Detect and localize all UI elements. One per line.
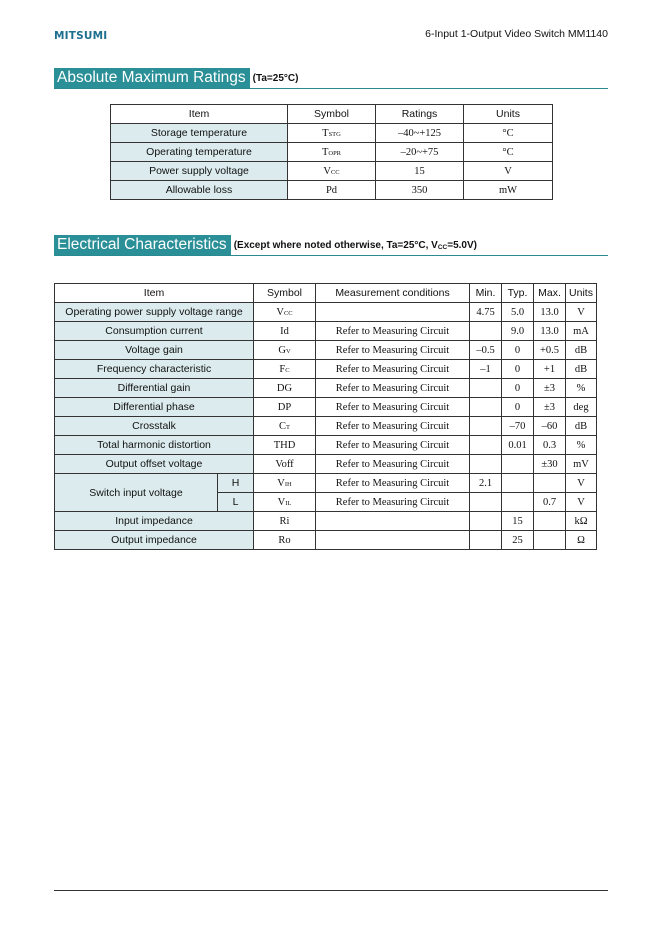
table-row: [55, 303, 597, 322]
table-row: [55, 474, 597, 493]
unit-cell: deg: [566, 398, 597, 417]
typ-cell: 0: [502, 360, 534, 379]
unit-cell: V: [566, 303, 597, 322]
symbol-cell: [254, 379, 316, 398]
symbol-subscript: V: [285, 347, 291, 355]
item-cell: Frequency characteristic: [55, 360, 254, 379]
elec-condition-pre: (Except where noted otherwise, Ta=25°C, V: [233, 240, 438, 251]
item-cell: Output impedance: [55, 531, 254, 550]
min-cell: [470, 398, 502, 417]
symbol-cell: [254, 341, 316, 360]
symbol-cell: [288, 143, 376, 162]
symbol-main: V: [277, 477, 285, 489]
item-cell: Input impedance: [55, 512, 254, 531]
table-row: [55, 322, 597, 341]
unit-cell: %: [566, 436, 597, 455]
symbol-subscript: CC: [330, 168, 340, 176]
col-header-item: Item: [111, 105, 288, 124]
symbol-main: DG: [276, 382, 293, 394]
elec-condition: [234, 235, 477, 256]
typ-cell: 0: [502, 341, 534, 360]
condition-cell: Refer to Measuring Circuit: [316, 360, 470, 379]
table-row: [55, 398, 597, 417]
abs-max-section-header: [54, 68, 608, 89]
item-cell: Storage temperature: [111, 124, 288, 143]
table-header-row: [55, 284, 597, 303]
max-cell: ±30: [534, 455, 566, 474]
table-row: [55, 341, 597, 360]
col-header-symbol: Symbol: [288, 105, 376, 124]
symbol-subscript: STG: [328, 130, 341, 138]
col-header-max: Max.: [534, 284, 566, 303]
item-cell: Differential gain: [55, 379, 254, 398]
symbol-cell: [288, 162, 376, 181]
symbol-main: C: [279, 420, 287, 432]
symbol-main: T: [321, 146, 329, 158]
col-header-typ: Typ.: [502, 284, 534, 303]
table-row: [111, 143, 553, 162]
min-cell: –0.5: [470, 341, 502, 360]
level-cell: L: [218, 493, 254, 512]
abs-max-title: Absolute Maximum Ratings: [54, 68, 250, 88]
item-cell: Voltage gain: [55, 341, 254, 360]
table-row: [55, 512, 597, 531]
item-cell: Operating power supply voltage range: [55, 303, 254, 322]
item-cell: Consumption current: [55, 322, 254, 341]
typ-cell: 0: [502, 398, 534, 417]
table-row: [55, 436, 597, 455]
table-row: [111, 124, 553, 143]
symbol-main: DP: [277, 401, 292, 413]
table-row: [55, 360, 597, 379]
symbol-cell: [254, 531, 316, 550]
symbol-main: T: [322, 127, 329, 139]
typ-cell: –70: [502, 417, 534, 436]
unit-cell: dB: [566, 360, 597, 379]
max-cell: –60: [534, 417, 566, 436]
unit-cell: dB: [566, 417, 597, 436]
symbol-subscript: IL: [285, 499, 292, 507]
max-cell: 0.7: [534, 493, 566, 512]
symbol-cell: [288, 181, 376, 200]
unit-cell: °C: [464, 124, 553, 143]
rating-cell: –20~+75: [376, 143, 464, 162]
symbol-main: F: [279, 363, 286, 375]
col-header-units: Units: [464, 105, 553, 124]
symbol-main: V: [276, 306, 284, 318]
item-cell: Total harmonic distortion: [55, 436, 254, 455]
item-cell: Output offset voltage: [55, 455, 254, 474]
table-row: [111, 181, 553, 200]
symbol-main: Id: [280, 325, 289, 337]
col-header-symbol: Symbol: [254, 284, 316, 303]
min-cell: 4.75: [470, 303, 502, 322]
symbol-cell: [254, 512, 316, 531]
unit-cell: mV: [566, 455, 597, 474]
symbol-cell: [254, 493, 316, 512]
item-cell: Power supply voltage: [111, 162, 288, 181]
unit-cell: kΩ: [566, 512, 597, 531]
table-row: [55, 531, 597, 550]
footer-rule: [54, 890, 608, 891]
symbol-main: Pd: [325, 184, 338, 196]
condition-cell: Refer to Measuring Circuit: [316, 417, 470, 436]
col-header-ratings: Ratings: [376, 105, 464, 124]
abs-max-condition: (Ta=25°C): [252, 73, 299, 84]
max-cell: [534, 474, 566, 493]
max-cell: +0.5: [534, 341, 566, 360]
condition-cell: Refer to Measuring Circuit: [316, 474, 470, 493]
table-header-row: [111, 105, 553, 124]
condition-cell: Refer to Measuring Circuit: [316, 493, 470, 512]
min-cell: [470, 322, 502, 341]
col-header-conditions: Measurement conditions: [316, 284, 470, 303]
symbol-subscript: CC: [283, 309, 293, 317]
rating-cell: –40~+125: [376, 124, 464, 143]
typ-cell: [502, 493, 534, 512]
mitsumi-logo: MITSUMI: [54, 30, 108, 42]
unit-cell: %: [566, 379, 597, 398]
unit-cell: V: [566, 474, 597, 493]
max-cell: ±3: [534, 398, 566, 417]
elec-condition-sub: CC: [437, 244, 448, 251]
condition-cell: Refer to Measuring Circuit: [316, 322, 470, 341]
symbol-subscript: C: [285, 366, 290, 374]
item-cell: Allowable loss: [111, 181, 288, 200]
typ-cell: 0.01: [502, 436, 534, 455]
symbol-main: G: [278, 344, 286, 356]
typ-cell: 25: [502, 531, 534, 550]
table-row: [55, 417, 597, 436]
condition-cell: [316, 512, 470, 531]
unit-cell: Ω: [566, 531, 597, 550]
symbol-main: V: [277, 496, 286, 508]
min-cell: [470, 512, 502, 531]
min-cell: [470, 436, 502, 455]
max-cell: +1: [534, 360, 566, 379]
symbol-cell: [288, 124, 376, 143]
unit-cell: °C: [464, 143, 553, 162]
max-cell: ±3: [534, 379, 566, 398]
symbol-cell: [254, 303, 316, 322]
item-cell: Switch input voltage: [55, 474, 218, 512]
unit-cell: dB: [566, 341, 597, 360]
min-cell: [470, 493, 502, 512]
min-cell: [470, 417, 502, 436]
symbol-cell: [254, 474, 316, 493]
elec-table: [54, 283, 597, 550]
max-cell: 13.0: [534, 322, 566, 341]
min-cell: –1: [470, 360, 502, 379]
typ-cell: 15: [502, 512, 534, 531]
table-row: [111, 162, 553, 181]
elec-title: Electrical Characteristics: [54, 235, 231, 255]
symbol-main: THD: [273, 439, 296, 451]
page-header: [54, 26, 608, 46]
unit-cell: mW: [464, 181, 553, 200]
col-header-units: Units: [566, 284, 597, 303]
condition-cell: Refer to Measuring Circuit: [316, 455, 470, 474]
symbol-cell: [254, 360, 316, 379]
symbol-cell: [254, 455, 316, 474]
condition-cell: [316, 531, 470, 550]
item-cell: Differential phase: [55, 398, 254, 417]
symbol-cell: [254, 322, 316, 341]
symbol-main: Ri: [279, 515, 290, 527]
item-cell: Operating temperature: [111, 143, 288, 162]
item-cell: Crosstalk: [55, 417, 254, 436]
symbol-subscript: IH: [284, 480, 292, 488]
unit-cell: V: [464, 162, 553, 181]
condition-cell: Refer to Measuring Circuit: [316, 379, 470, 398]
elec-condition-post: =5.0V): [447, 240, 477, 251]
typ-cell: [502, 455, 534, 474]
condition-cell: Refer to Measuring Circuit: [316, 398, 470, 417]
unit-cell: V: [566, 493, 597, 512]
min-cell: [470, 531, 502, 550]
condition-cell: [316, 303, 470, 322]
symbol-subscript: OPR: [328, 149, 342, 157]
min-cell: [470, 455, 502, 474]
symbol-main: Voff: [275, 458, 294, 470]
max-cell: [534, 531, 566, 550]
max-cell: [534, 512, 566, 531]
rating-cell: 350: [376, 181, 464, 200]
symbol-cell: [254, 398, 316, 417]
typ-cell: 9.0: [502, 322, 534, 341]
condition-cell: Refer to Measuring Circuit: [316, 436, 470, 455]
min-cell: [470, 379, 502, 398]
symbol-main: V: [323, 165, 331, 177]
table-row: [55, 455, 597, 474]
max-cell: 0.3: [534, 436, 566, 455]
typ-cell: 0: [502, 379, 534, 398]
col-header-min: Min.: [470, 284, 502, 303]
typ-cell: [502, 474, 534, 493]
document-title: 6-Input 1-Output Video Switch MM1140: [425, 28, 608, 40]
level-cell: H: [218, 474, 254, 493]
symbol-subscript: T: [286, 423, 291, 431]
symbol-cell: [254, 417, 316, 436]
elec-section-header: [54, 235, 608, 256]
max-cell: 13.0: [534, 303, 566, 322]
unit-cell: mA: [566, 322, 597, 341]
condition-cell: Refer to Measuring Circuit: [316, 341, 470, 360]
min-cell: 2.1: [470, 474, 502, 493]
symbol-cell: [254, 436, 316, 455]
col-header-item: Item: [55, 284, 254, 303]
symbol-main: Ro: [278, 534, 291, 546]
table-row: [55, 379, 597, 398]
typ-cell: 5.0: [502, 303, 534, 322]
rating-cell: 15: [376, 162, 464, 181]
abs-max-table: [110, 104, 553, 200]
